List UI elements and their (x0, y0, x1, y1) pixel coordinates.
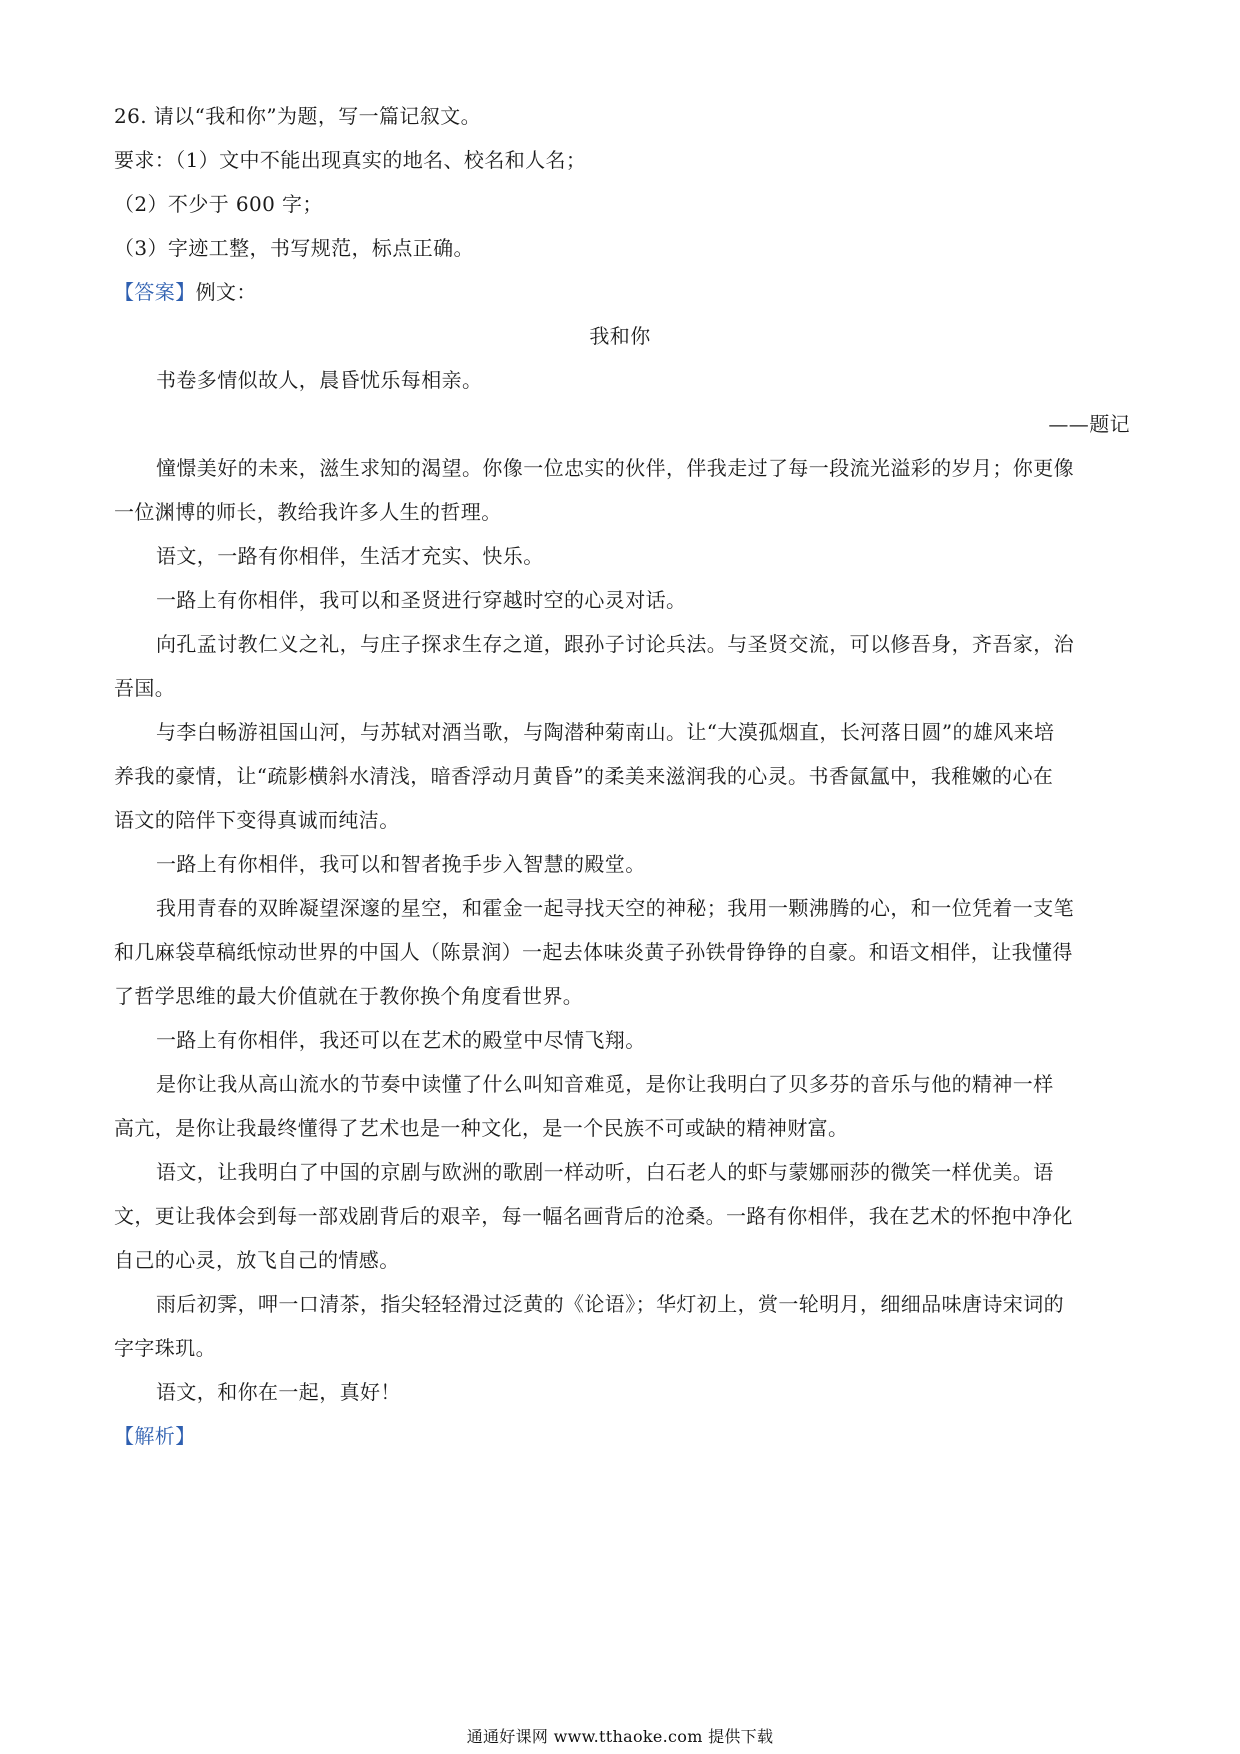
answer-label: 例文： (195, 280, 257, 304)
question-prompt: 26. 请以“我和你”为题，写一篇记叙文。 (114, 104, 482, 128)
answer-heading (114, 278, 1130, 306)
requirement-1: 要求：（1）文中不能出现真实的地名、校名和人名； (114, 148, 587, 172)
essay-line: 语文的陪伴下变得真诚而纯洁。 (114, 808, 400, 832)
essay-line: 了哲学思维的最大价值就在于教你换个角度看世界。 (114, 984, 584, 1008)
essay-line: 与李白畅游祖国山河，与苏轼对酒当歌，与陶潜种菊南山。让“大漠孤烟直，长河落日圆”的雄风来培 (156, 720, 1055, 744)
essay-line: 雨后初霁，呷一口清茶，指尖轻轻滑过泛黄的《论语》；华灯初上，赏一轮明月，细细品味唐诗宋词的 (156, 1292, 1064, 1316)
essay-line: 一路上有你相伴，我可以和圣贤进行穿越时空的心灵对话。 (156, 588, 687, 612)
essay-title: 我和你 (589, 324, 651, 348)
essay-line: 是你让我从高山流水的节奏中读懂了什么叫知音难觅，是你让我明白了贝多芬的音乐与他的精神一样 (156, 1072, 1054, 1096)
essay-line: 憧憬美好的未来，滋生求知的渴望。你像一位忠实的伙伴，伴我走过了每一段流光溢彩的岁月；你更像 (156, 456, 1074, 480)
essay-line: 向孔孟讨教仁义之礼，与庄子探求生存之道，跟孙子讨论兵法。与圣贤交流，可以修吾身，齐吾家，治 (156, 632, 1074, 656)
answer-tag: 【答案】 (114, 280, 196, 304)
essay-line: 自己的心灵，放飞自己的情感。 (114, 1248, 400, 1272)
essay-line: 字字珠玑。 (114, 1336, 216, 1360)
essay-line: 和几麻袋草稿纸惊动世界的中国人（陈景润）一起去体味炎黄子孙铁骨铮铮的自豪。和语文相伴，让我懂得 (114, 940, 1073, 964)
analysis-heading (114, 1422, 1130, 1450)
requirement-3: （3）字迹工整，书写规范，标点正确。 (114, 236, 474, 260)
essay-line: 语文，一路有你相伴，生活才充实、快乐。 (156, 544, 544, 568)
essay-line: 一路上有你相伴，我还可以在艺术的殿堂中尽情飞翔。 (156, 1028, 646, 1052)
essay-line: 文，更让我体会到每一部戏剧背后的艰辛，每一幅名画背后的沧桑。一路有你相伴，我在艺术的怀抱中净化 (114, 1204, 1073, 1228)
epigraph-source: ——题记 (1048, 412, 1130, 436)
essay-line: 吾国。 (114, 676, 176, 700)
essay-line: 高亢，是你让我最终懂得了艺术也是一种文化，是一个民族不可或缺的精神财富。 (114, 1116, 849, 1140)
essay-line: 养我的豪情，让“疏影横斜水清浅，暗香浮动月黄昏”的柔美来滋润我的心灵。书香氤氲中，我稚嫩的心在 (114, 764, 1054, 788)
essay-line: 语文，让我明白了中国的京剧与欧洲的歌剧一样动听，白石老人的虾与蒙娜丽莎的微笑一样优美。语 (156, 1160, 1054, 1184)
essay-line: 一位渊博的师长，教给我许多人生的哲理。 (114, 500, 502, 524)
analysis-tag: 【解析】 (114, 1424, 196, 1448)
epigraph: 书卷多情似故人，晨昏忧乐每相亲。 (156, 368, 483, 392)
requirement-2: （2）不少于 600 字； (114, 192, 323, 216)
essay-line: 一路上有你相伴，我可以和智者挽手步入智慧的殿堂。 (156, 852, 646, 876)
essay-line: 语文，和你在一起，真好！ (156, 1380, 401, 1404)
page-footer: 通通好课网 www.tthaoke.com 提供下载 (466, 1727, 774, 1746)
essay-line: 我用青春的双眸凝望深邃的星空，和霍金一起寻找天空的神秘；我用一颗沸腾的心，和一位凭着一支笔 (156, 896, 1074, 920)
